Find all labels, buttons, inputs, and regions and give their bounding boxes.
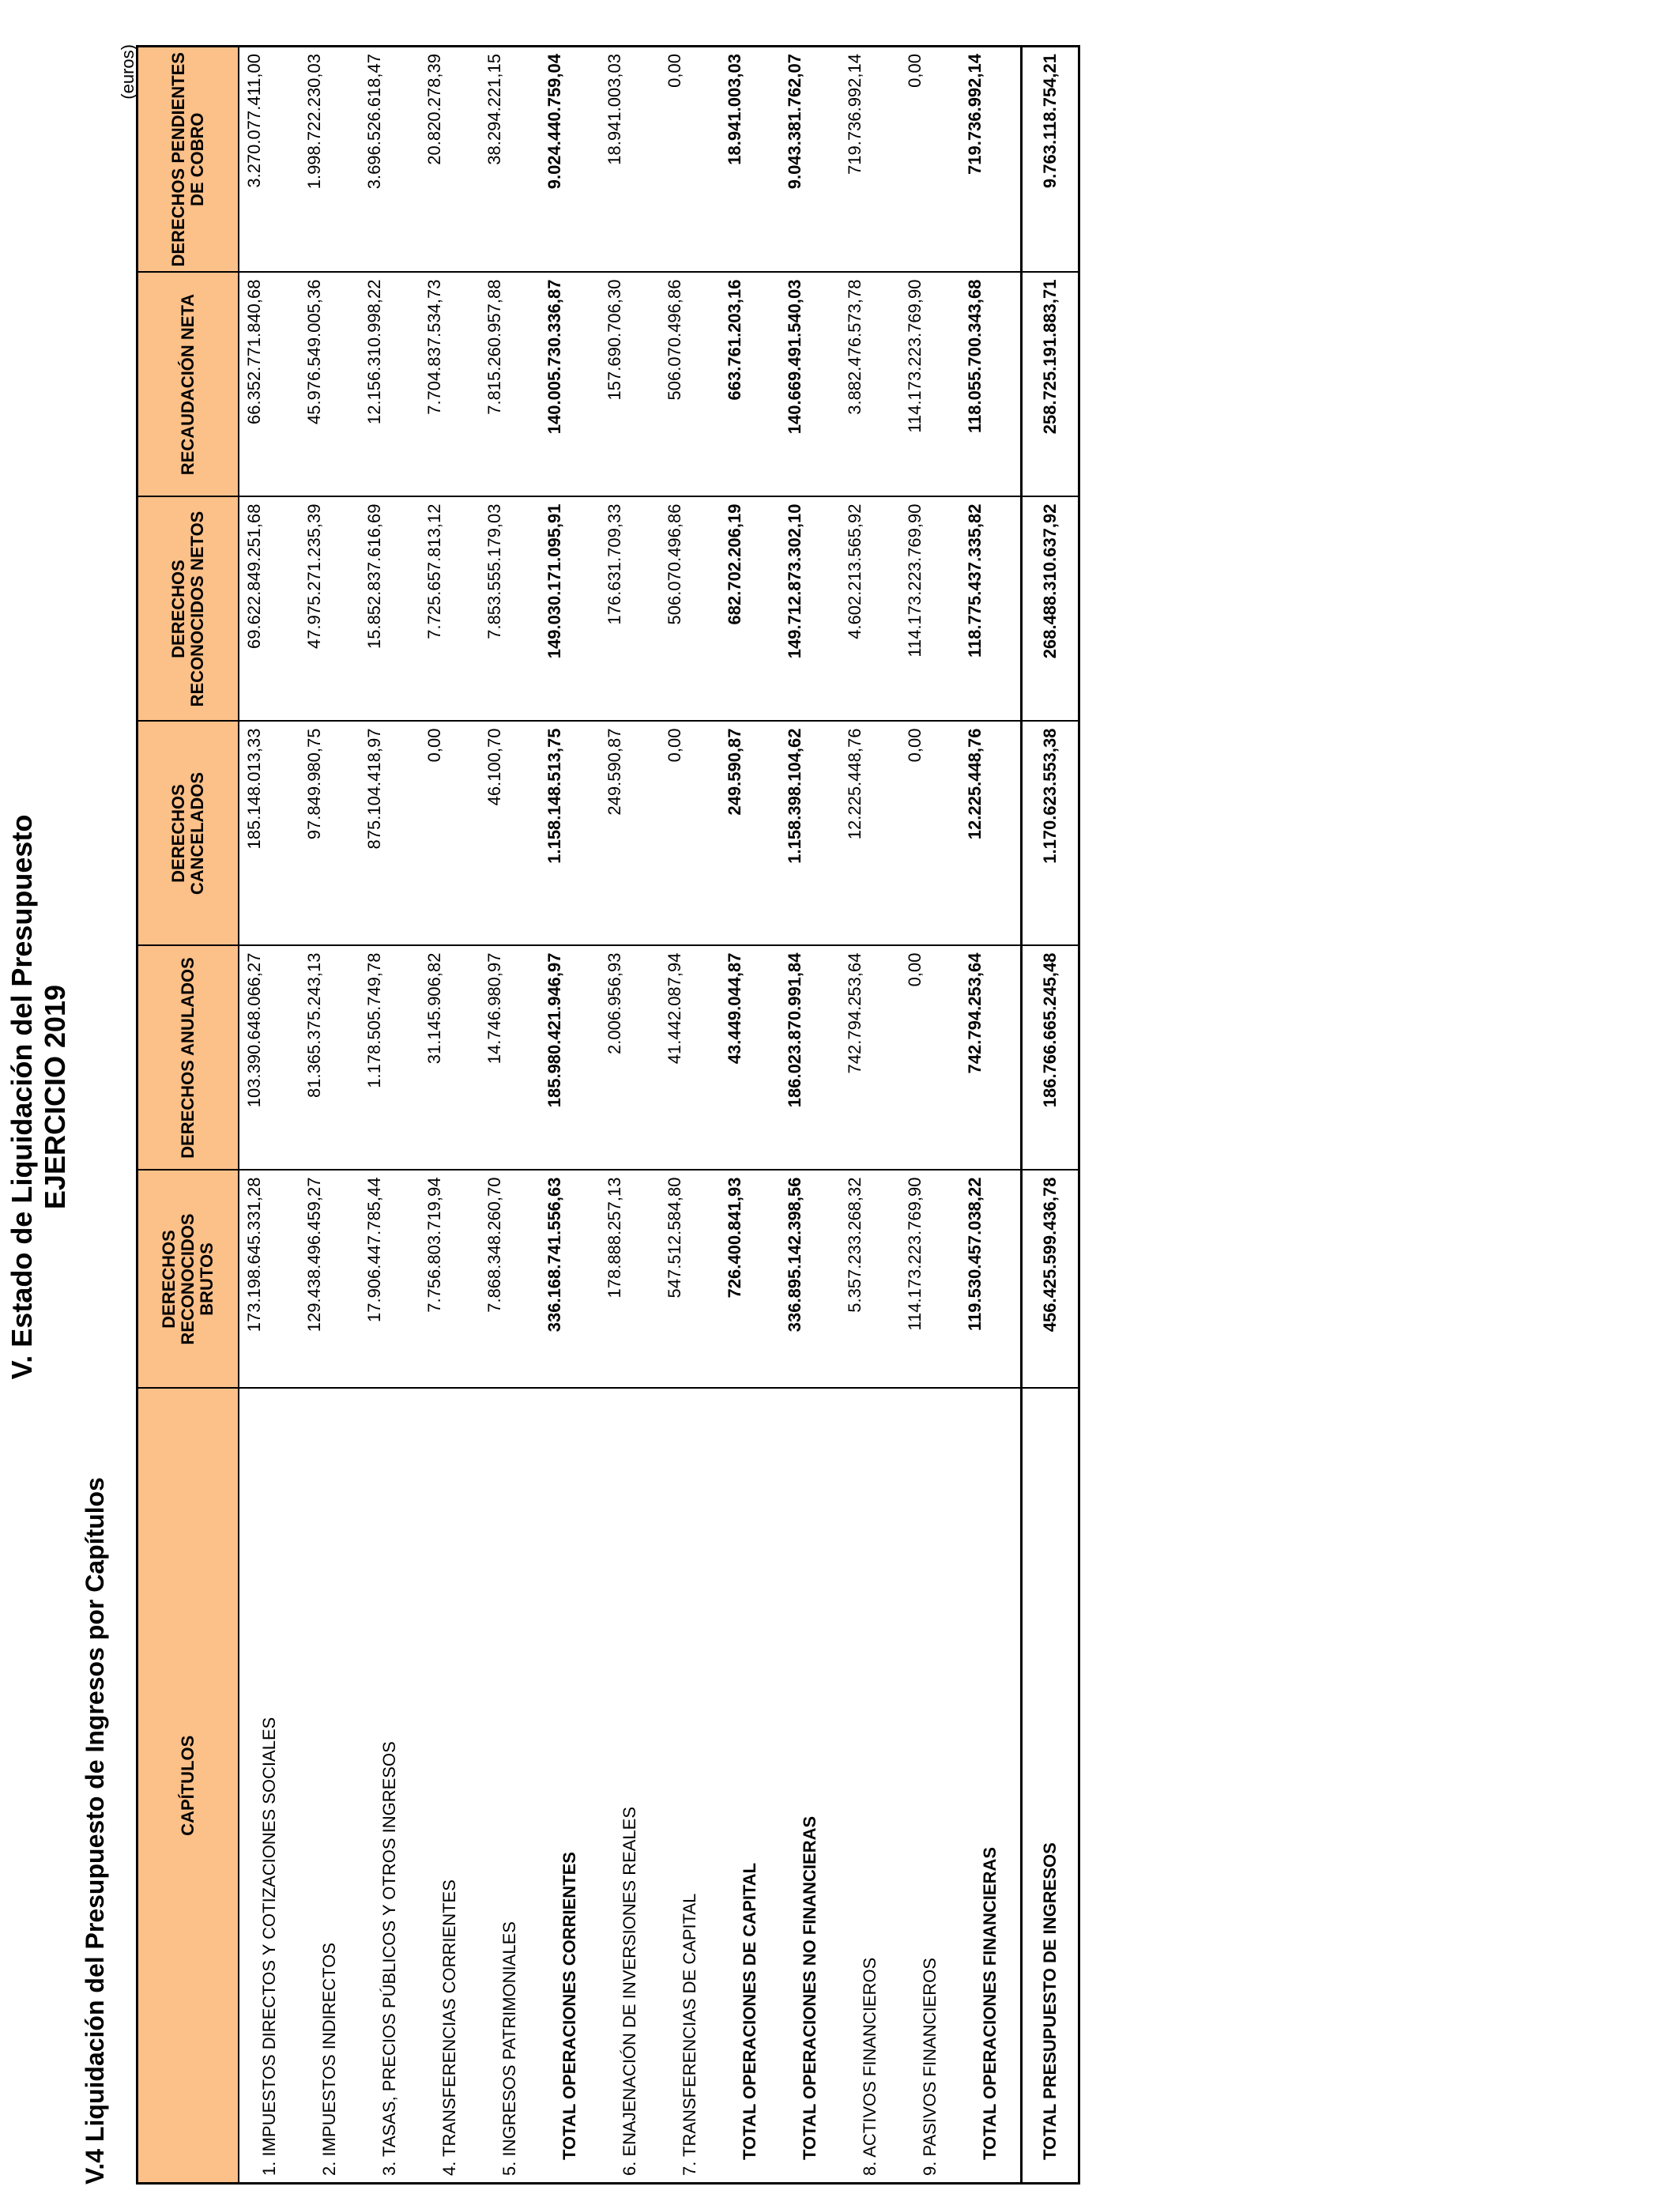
cell-netos: 47.975.271.235,39 (299, 497, 360, 722)
cell-pendientes: 0,00 (660, 47, 720, 273)
cell-brutos: 726.400.841,93 (720, 1171, 780, 1389)
cell-anulados: 0,00 (900, 946, 960, 1171)
row-label: 4. TRANSFERENCIAS CORRIENTES (420, 1389, 480, 2184)
cell-brutos: 114.173.223.769,90 (900, 1171, 960, 1389)
row-label: 9. PASIVOS FINANCIEROS (900, 1389, 960, 2184)
cell-recaudacion: 12.156.310.998,22 (360, 273, 420, 497)
cell-recaudacion: 258.725.191.883,71 (1022, 273, 1079, 497)
header-derechos-cancelados: DERECHOS CANCELADOS (137, 722, 239, 946)
row-label: 3. TASAS, PRECIOS PÚBLICOS Y OTROS INGRESOS (360, 1389, 420, 2184)
cell-anulados: 43.449.044,87 (720, 946, 780, 1171)
cell-netos: 149.712.873.302,10 (780, 497, 840, 722)
cell-recaudacion: 66.352.771.840,68 (239, 273, 299, 497)
cell-brutos: 336.895.142.398,56 (780, 1171, 840, 1389)
income-budget-table (136, 45, 1080, 2185)
cell-netos: 7.725.657.813,12 (420, 497, 480, 722)
subtotal-row (960, 47, 1022, 2184)
cell-recaudacion: 7.704.837.534,73 (420, 273, 480, 497)
cell-anulados: 742.794.253,64 (840, 946, 900, 1171)
row-label: TOTAL OPERACIONES NO FINANCIERAS (780, 1389, 840, 2184)
cell-pendientes: 1.998.722.230,03 (299, 47, 360, 273)
cell-recaudacion: 118.055.700.343,68 (960, 273, 1022, 497)
cell-recaudacion: 140.669.491.540,03 (780, 273, 840, 497)
cell-cancelados: 12.225.448,76 (960, 722, 1022, 946)
cell-brutos: 7.756.803.719,94 (420, 1171, 480, 1389)
cell-anulados: 186.023.870.991,84 (780, 946, 840, 1171)
cell-anulados: 14.746.980,97 (480, 946, 540, 1171)
cell-pendientes: 0,00 (900, 47, 960, 273)
header-derechos-netos: DERECHOS RECONOCIDOS NETOS (137, 497, 239, 722)
header-derechos-anulados: DERECHOS ANULADOS (137, 946, 239, 1171)
cell-cancelados: 0,00 (420, 722, 480, 946)
cell-brutos: 5.357.233.268,32 (840, 1171, 900, 1389)
cell-anulados: 742.794.253,64 (960, 946, 1022, 1171)
cell-anulados: 41.442.087,94 (660, 946, 720, 1171)
cell-anulados: 103.390.648.066,27 (239, 946, 299, 1171)
cell-cancelados: 97.849.980,75 (299, 722, 360, 946)
cell-anulados: 31.145.906,82 (420, 946, 480, 1171)
header-recaudacion-neta: RECAUDACIÓN NETA (137, 273, 239, 497)
cell-netos: 682.702.206,19 (720, 497, 780, 722)
cell-pendientes: 20.820.278,39 (420, 47, 480, 273)
cell-pendientes: 18.941.003,03 (600, 47, 660, 273)
table-row (840, 47, 900, 2184)
cell-brutos: 129.438.496.459,27 (299, 1171, 360, 1389)
table-row (299, 47, 360, 2184)
header-derechos-brutos: DERECHOS RECONOCIDOS BRUTOS (137, 1171, 239, 1389)
cell-cancelados: 46.100,70 (480, 722, 540, 946)
cell-netos: 15.852.837.616,69 (360, 497, 420, 722)
row-label: TOTAL OPERACIONES CORRIENTES (540, 1389, 600, 2184)
cell-brutos: 119.530.457.038,22 (960, 1171, 1022, 1389)
cell-brutos: 456.425.599.436,78 (1022, 1171, 1079, 1389)
cell-brutos: 17.906.447.785,44 (360, 1171, 420, 1389)
table-row (239, 47, 299, 2184)
row-label: 5. INGRESOS PATRIMONIALES (480, 1389, 540, 2184)
header-derechos-pendientes: DERECHOS PENDIENTES DE COBRO (137, 47, 239, 273)
cell-anulados: 186.766.665.245,48 (1022, 946, 1079, 1171)
row-label: TOTAL OPERACIONES DE CAPITAL (720, 1389, 780, 2184)
table-row (600, 47, 660, 2184)
document-subtitle: EJERCICIO 2019 (39, 984, 71, 1210)
cell-netos: 176.631.709,33 (600, 497, 660, 722)
cell-anulados: 81.365.375.243,13 (299, 946, 360, 1171)
row-label: 2. IMPUESTOS INDIRECTOS (299, 1389, 360, 2184)
cell-pendientes: 719.736.992,14 (960, 47, 1022, 273)
cell-netos: 149.030.171.095,91 (540, 497, 600, 722)
table-row (900, 47, 960, 2184)
cell-recaudacion: 157.690.706,30 (600, 273, 660, 497)
table-header (137, 47, 239, 2184)
cell-brutos: 173.198.645.331,28 (239, 1171, 299, 1389)
cell-cancelados: 249.590,87 (720, 722, 780, 946)
row-label: 7. TRANSFERENCIAS DE CAPITAL (660, 1389, 720, 2184)
section-title: V.4 Liquidación del Presupuesto de Ingresos por Capítulos (81, 1477, 109, 2185)
cell-pendientes: 3.696.526.618,47 (360, 47, 420, 273)
cell-cancelados: 1.170.623.553,38 (1022, 722, 1079, 946)
cell-pendientes: 9.024.440.759,04 (540, 47, 600, 273)
subtotal-row (720, 47, 780, 2184)
cell-pendientes: 9.043.381.762,07 (780, 47, 840, 273)
cell-recaudacion: 663.761.203,16 (720, 273, 780, 497)
cell-netos: 7.853.555.179,03 (480, 497, 540, 722)
cell-pendientes: 719.736.992,14 (840, 47, 900, 273)
row-label: 1. IMPUESTOS DIRECTOS Y COTIZACIONES SOCIALES (239, 1389, 299, 2184)
row-label: TOTAL OPERACIONES FINANCIERAS (960, 1389, 1022, 2184)
cell-brutos: 7.868.348.260,70 (480, 1171, 540, 1389)
subtotal-row (780, 47, 840, 2184)
cell-anulados: 1.178.505.749,78 (360, 946, 420, 1171)
cell-cancelados: 1.158.398.104,62 (780, 722, 840, 946)
cell-netos: 506.070.496,86 (660, 497, 720, 722)
cell-recaudacion: 114.173.223.769,90 (900, 273, 960, 497)
cell-cancelados: 249.590,87 (600, 722, 660, 946)
table-body (239, 47, 1079, 2184)
row-label: 6. ENAJENACIÓN DE INVERSIONES REALES (600, 1389, 660, 2184)
header-capitulos: CAPÍTULOS (137, 1389, 239, 2184)
cell-cancelados: 185.148.013,33 (239, 722, 299, 946)
cell-recaudacion: 506.070.496,86 (660, 273, 720, 497)
cell-cancelados: 0,00 (660, 722, 720, 946)
cell-cancelados: 875.104.418,97 (360, 722, 420, 946)
cell-cancelados: 0,00 (900, 722, 960, 946)
subtotal-row (540, 47, 600, 2184)
cell-netos: 268.488.310.637,92 (1022, 497, 1079, 722)
document-title: V. Estado de Liquidación del Presupuesto (6, 814, 38, 1380)
cell-anulados: 2.006.956,93 (600, 946, 660, 1171)
cell-netos: 4.602.213.565,92 (840, 497, 900, 722)
cell-recaudacion: 3.882.476.573,78 (840, 273, 900, 497)
cell-anulados: 185.980.421.946,97 (540, 946, 600, 1171)
cell-netos: 114.173.223.769,90 (900, 497, 960, 722)
cell-recaudacion: 140.005.730.336,87 (540, 273, 600, 497)
table-row (660, 47, 720, 2184)
units-label: (euros) (118, 44, 137, 100)
cell-netos: 69.622.849.251,68 (239, 497, 299, 722)
cell-brutos: 547.512.584,80 (660, 1171, 720, 1389)
cell-brutos: 336.168.741.556,63 (540, 1171, 600, 1389)
cell-recaudacion: 7.815.260.957,88 (480, 273, 540, 497)
table-row (360, 47, 420, 2184)
table-row (480, 47, 540, 2184)
cell-pendientes: 3.270.077.411,00 (239, 47, 299, 273)
cell-pendientes: 9.763.118.754,21 (1022, 47, 1079, 273)
cell-recaudacion: 45.976.549.005,36 (299, 273, 360, 497)
cell-brutos: 178.888.257,13 (600, 1171, 660, 1389)
table-row (420, 47, 480, 2184)
cell-pendientes: 18.941.003,03 (720, 47, 780, 273)
cell-pendientes: 38.294.221,15 (480, 47, 540, 273)
row-label: 8. ACTIVOS FINANCIEROS (840, 1389, 900, 2184)
cell-cancelados: 1.158.148.513,75 (540, 722, 600, 946)
cell-netos: 118.775.437.335,82 (960, 497, 1022, 722)
cell-cancelados: 12.225.448,76 (840, 722, 900, 946)
row-label: TOTAL PRESUPUESTO DE INGRESOS (1022, 1389, 1079, 2184)
grand-total-row (1022, 47, 1079, 2184)
